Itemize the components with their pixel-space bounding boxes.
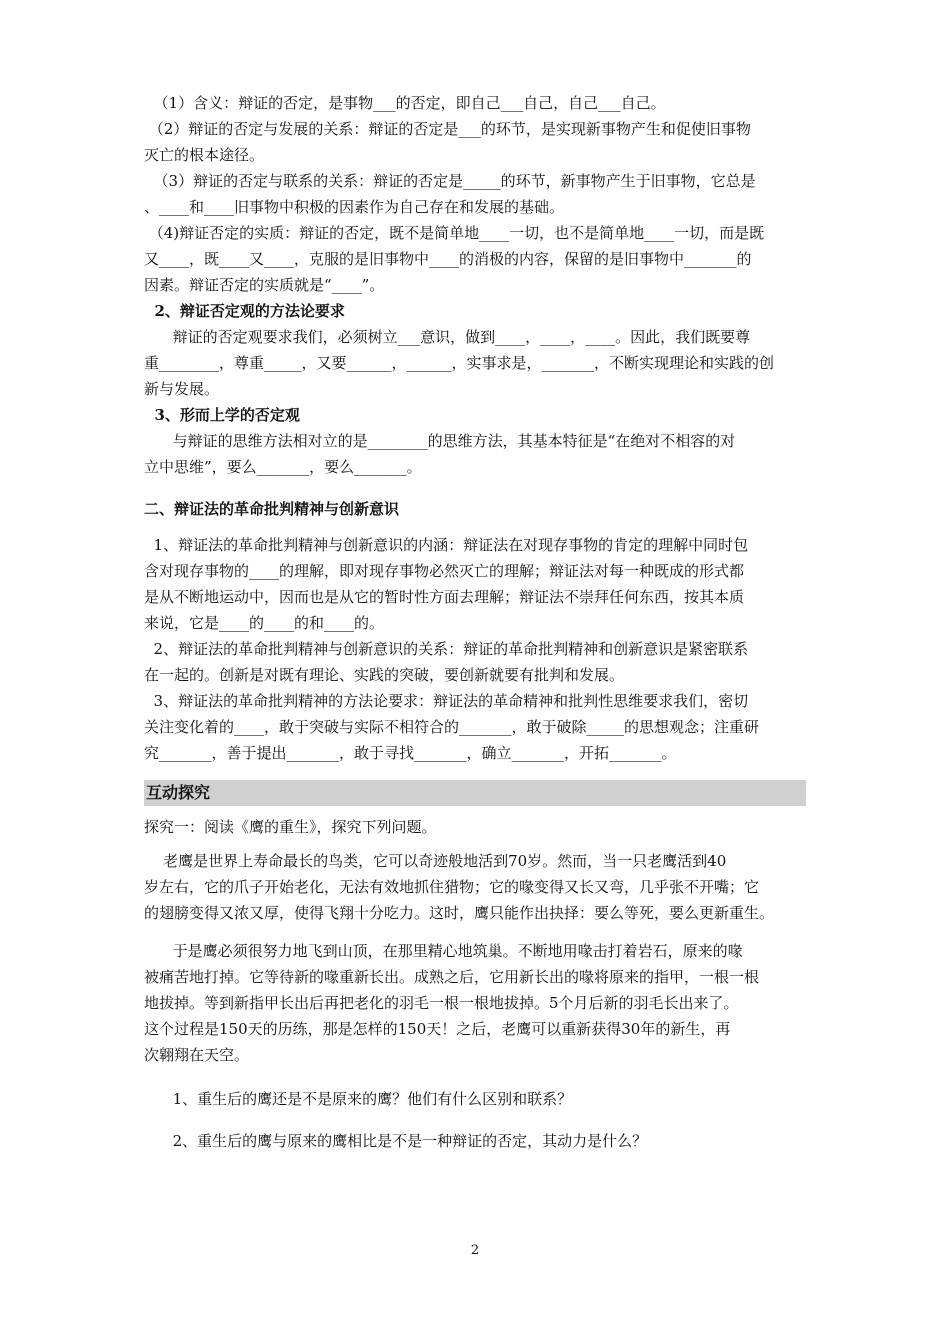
text-line: （4)辩证否定的实质：辩证的否定，既不是简单地____一切，也不是简单地____一切，而是既 [144, 224, 765, 242]
text-line: 重________，尊重_____，又要______，______，实事求是，_______，不断实现理论和实践的创 [144, 354, 775, 372]
text-line: 灭亡的根本途径。 [144, 146, 265, 164]
section3-heading: 互动探究 [144, 780, 806, 806]
question-2: 2、重生后的鹰与原来的鹰相比是不是一种辩证的否定，其动力是什么？ [144, 1132, 648, 1150]
text-line: 来说，它是____的____的和____的。 [144, 614, 385, 632]
explore-title: 探究一：阅读《鹰的重生》，探究下列问题。 [144, 818, 437, 836]
paragraph-2 [144, 938, 806, 1068]
text-line: 2、辩证法的革命批判精神与创新意识的关系：辩证的革命批判精神和创新意识是紧密联系 [144, 640, 749, 658]
subheading: 2、辩证否定观的方法论要求 [144, 302, 345, 320]
text-line: （1）含义：辩证的否定，是事物___的否定，即自己___自己，自己___自己。 [144, 94, 666, 112]
text-line: 辩证的否定观要求我们，必须树立___意识，做到____，____，____。因此，我们既要尊 [144, 328, 751, 346]
text-line: 关注变化着的____，敢于突破与实际不相符合的_______，敢于破除_____的思想观念；注重研 [144, 718, 760, 736]
text-line: 于是鹰必须很努力地飞到山顶，在那里精心地筑巢。不断地用喙击打着岩石，原来的喙 [144, 942, 743, 960]
section1 [144, 90, 806, 480]
text-line: 地拔掉。等到新指甲长出后再把老化的羽毛一根一根地拔掉。5个月后新的羽毛长出来了。 [144, 994, 739, 1012]
question-1: 1、重生后的鹰还是不是原来的鹰？他们有什么区别和联系？ [144, 1090, 573, 1108]
subheading: 3、形而上学的否定观 [144, 406, 300, 424]
text-line: 岁左右，它的爪子开始老化，无法有效地抓住猎物；它的喙变得又长又弯，几乎张不开嘴；它 [144, 878, 760, 896]
text-line: 、____和____旧事物中积极的因素作为自己存在和发展的基础。 [144, 198, 565, 216]
paragraph-1 [144, 848, 806, 926]
section2 [144, 532, 806, 766]
text-line: 是从不断地运动中，因而也是从它的暂时性方面去理解；辩证法不崇拜任何东西，按其本质 [144, 588, 745, 606]
text-line: （2）辩证的否定与发展的关系：辩证的否定是___的环节，是实现新事物产生和促使旧事物 [144, 120, 751, 138]
text-line: 次翱翔在天空。 [144, 1046, 250, 1064]
page-number: 2 [470, 1243, 480, 1258]
text-line: 被痛苦地打掉。它等待新的喙重新长出。成熟之后，它用新长出的喙将原来的指甲，一根一根 [144, 968, 760, 986]
text-line: 含对现存事物的____的理解，即对现存事物必然灭亡的理解；辩证法对每一种既成的形式都 [144, 562, 745, 580]
text-line: 3、辩证法的革命批判精神的方法论要求：辩证法的革命精神和批判性思维要求我们，密切 [144, 692, 749, 710]
section2-title: 二、辩证法的革命批判精神与创新意识 [144, 500, 400, 518]
text-line: 又____，既____又____，克服的是旧事物中____的消极的内容，保留的是旧事物中_______的 [144, 250, 752, 268]
text-line: 老鹰是世界上寿命最长的鸟类，它可以奇迹般地活到70岁。然而，当一只老鹰活到40 [144, 852, 727, 870]
text-line: 1、辩证法的革命批判精神与创新意识的内涵：辩证法在对现存事物的肯定的理解中同时包 [144, 536, 749, 554]
document-body [144, 90, 806, 1154]
text-line: 立中思维”，要么_______，要么_______。 [144, 458, 422, 476]
text-line: 这个过程是150天的历练，那是怎样的150天！之后，老鹰可以重新获得30年的新生，再 [144, 1020, 731, 1038]
text-line: 因素。辩证否定的实质就是“____”。 [144, 276, 385, 294]
text-line: 与辩证的思维方法相对立的是________的思维方法，其基本特征是“在绝对不相容的对 [144, 432, 736, 450]
text-line: 究_______，善于提出_______，敢于寻找_______，确立_______，开拓_______。 [144, 744, 677, 762]
text-line: （3）辩证的否定与联系的关系：辩证的否定是_____的环节，新事物产生于旧事物，它总是 [144, 172, 756, 190]
text-line: 新与发展。 [144, 380, 220, 398]
text-line: 在一起的。创新是对既有理论、实践的突破，要创新就要有批判和发展。 [144, 666, 625, 684]
text-line: 的翅膀变得又浓又厚，使得飞翔十分吃力。这时，鹰只能作出抉择：要么等死，要么更新重生。 [144, 904, 775, 922]
